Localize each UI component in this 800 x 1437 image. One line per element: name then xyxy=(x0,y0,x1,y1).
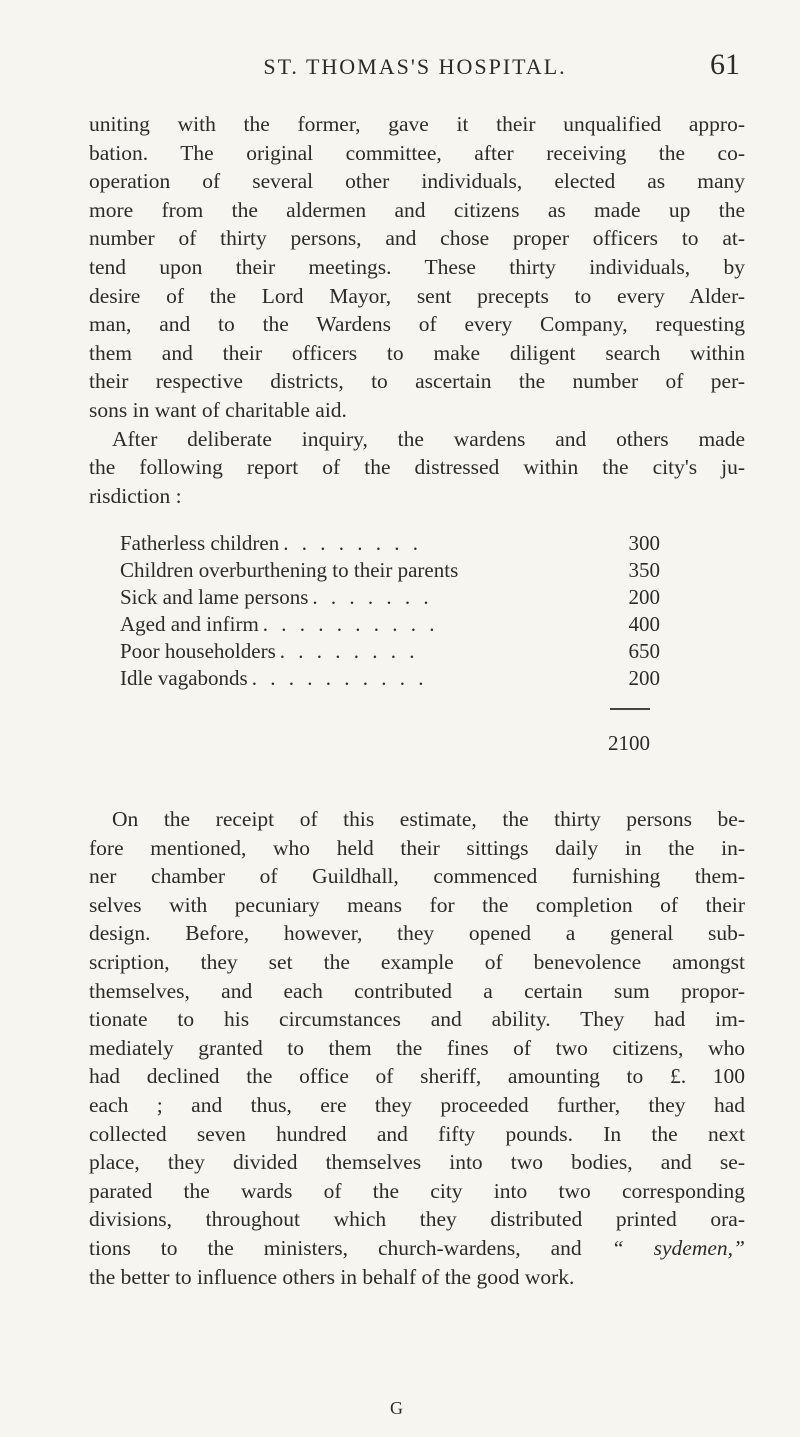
report-row xyxy=(120,584,660,611)
text-line: man, and to the Wardens of every Company, requesting xyxy=(89,312,745,337)
text-line: ner chamber of Guildhall, commenced furnishing them- xyxy=(89,864,745,889)
text-line: After deliberate inquiry, the wardens and others made xyxy=(112,426,745,451)
report-value: 300 xyxy=(628,531,660,555)
sum-rule xyxy=(610,708,650,710)
running-head: ST. THOMAS'S HOSPITAL. xyxy=(263,54,567,79)
text-line-with-italic xyxy=(89,1234,745,1263)
text-line: bation. The original committee, after receiving the co- xyxy=(89,140,745,165)
text-line: tend upon their meetings. These thirty individuals, by xyxy=(89,254,745,279)
text-line: selves with pecuniary means for the completion of their xyxy=(89,892,745,917)
report-table xyxy=(120,530,660,755)
text-line: sons in want of charitable aid. xyxy=(89,397,347,422)
text-line: the better to influence others in behalf of the good work. xyxy=(89,1264,575,1289)
report-label: Aged and infirm xyxy=(120,612,259,636)
report-label: Idle vagabonds xyxy=(120,666,248,690)
text-line: had declined the office of sheriff, amounting to £. 100 xyxy=(89,1064,745,1089)
leader-dots: . . . . . . . . xyxy=(279,639,419,663)
report-value: 350 xyxy=(628,558,660,582)
report-label: Children overburthening to their parents xyxy=(120,558,459,582)
leader-dots: . . . . . . . xyxy=(312,585,433,609)
text-line: more from the aldermen and citizens as made up the xyxy=(89,197,745,222)
leader-dots: . . . . . . . . . . xyxy=(251,666,428,690)
text-line: each ; and thus, ere they proceeded further, they had xyxy=(89,1092,745,1117)
text-line: desire of the Lord Mayor, sent precepts to every Alder- xyxy=(89,283,745,308)
text-line: divisions, throughout which they distributed printed ora- xyxy=(89,1207,745,1232)
page-number: 61 xyxy=(710,48,740,81)
paragraph-2 xyxy=(89,425,745,454)
report-value: 200 xyxy=(628,666,660,690)
text-line: operation of several other individuals, elected as many xyxy=(89,169,745,194)
report-label: Sick and lame persons xyxy=(120,585,309,609)
report-value: 400 xyxy=(628,612,660,636)
report-row xyxy=(120,638,660,665)
text-line: themselves, and each contributed a certain sum propor- xyxy=(89,978,745,1003)
text-run: tions to the ministers, church-wardens, and xyxy=(89,1235,582,1260)
text-line: parated the wards of the city into two corresponding xyxy=(89,1178,745,1203)
text-line: them and their officers to make diligent search within xyxy=(89,340,745,365)
report-row xyxy=(120,611,660,638)
text-line: On the receipt of this estimate, the thirty persons be- xyxy=(112,807,745,831)
report-value: 200 xyxy=(628,585,660,609)
text-line: uniting with the former, gave it their unqualified appro- xyxy=(89,112,745,136)
body-text xyxy=(89,110,745,510)
report-row xyxy=(120,665,660,692)
signature-mark: G xyxy=(390,1398,403,1418)
leader-dots: . . . . . . . . xyxy=(283,531,422,555)
report-total: 2100 xyxy=(608,731,650,755)
text-line: mediately granted to them the fines of two citizens, who xyxy=(89,1035,745,1060)
leader-dots: . . . . . . . . . . xyxy=(262,612,439,636)
text-line: tionate to his circumstances and ability. They had im- xyxy=(89,1007,745,1032)
text-line: place, they divided themselves into two bodies, and se- xyxy=(89,1150,745,1175)
text-line: fore mentioned, who held their sittings daily in the in- xyxy=(89,835,745,860)
page-header xyxy=(90,48,740,88)
italic-term: “ sydemen,” xyxy=(611,1235,745,1260)
text-line: scription, they set the example of benevolence amongst xyxy=(89,949,745,974)
text-line: number of thirty persons, and chose proper officers to at- xyxy=(89,226,745,251)
text-line: risdiction : xyxy=(89,483,182,508)
paragraph-2-cont xyxy=(89,453,745,510)
paragraph-3 xyxy=(89,805,745,1291)
report-value: 650 xyxy=(628,639,660,663)
report-row xyxy=(120,557,660,584)
report-label: Poor householders xyxy=(120,639,276,663)
text-line: their respective districts, to ascertain the number of per- xyxy=(89,369,745,394)
paragraph-1 xyxy=(89,110,745,425)
text-line: collected seven hundred and fifty pounds. In the next xyxy=(89,1121,745,1146)
report-row xyxy=(120,530,660,557)
report-label: Fatherless children xyxy=(120,531,280,555)
text-line: the following report of the distressed within the city's ju- xyxy=(89,455,745,480)
text-line: design. Before, however, they opened a general sub- xyxy=(89,921,745,946)
